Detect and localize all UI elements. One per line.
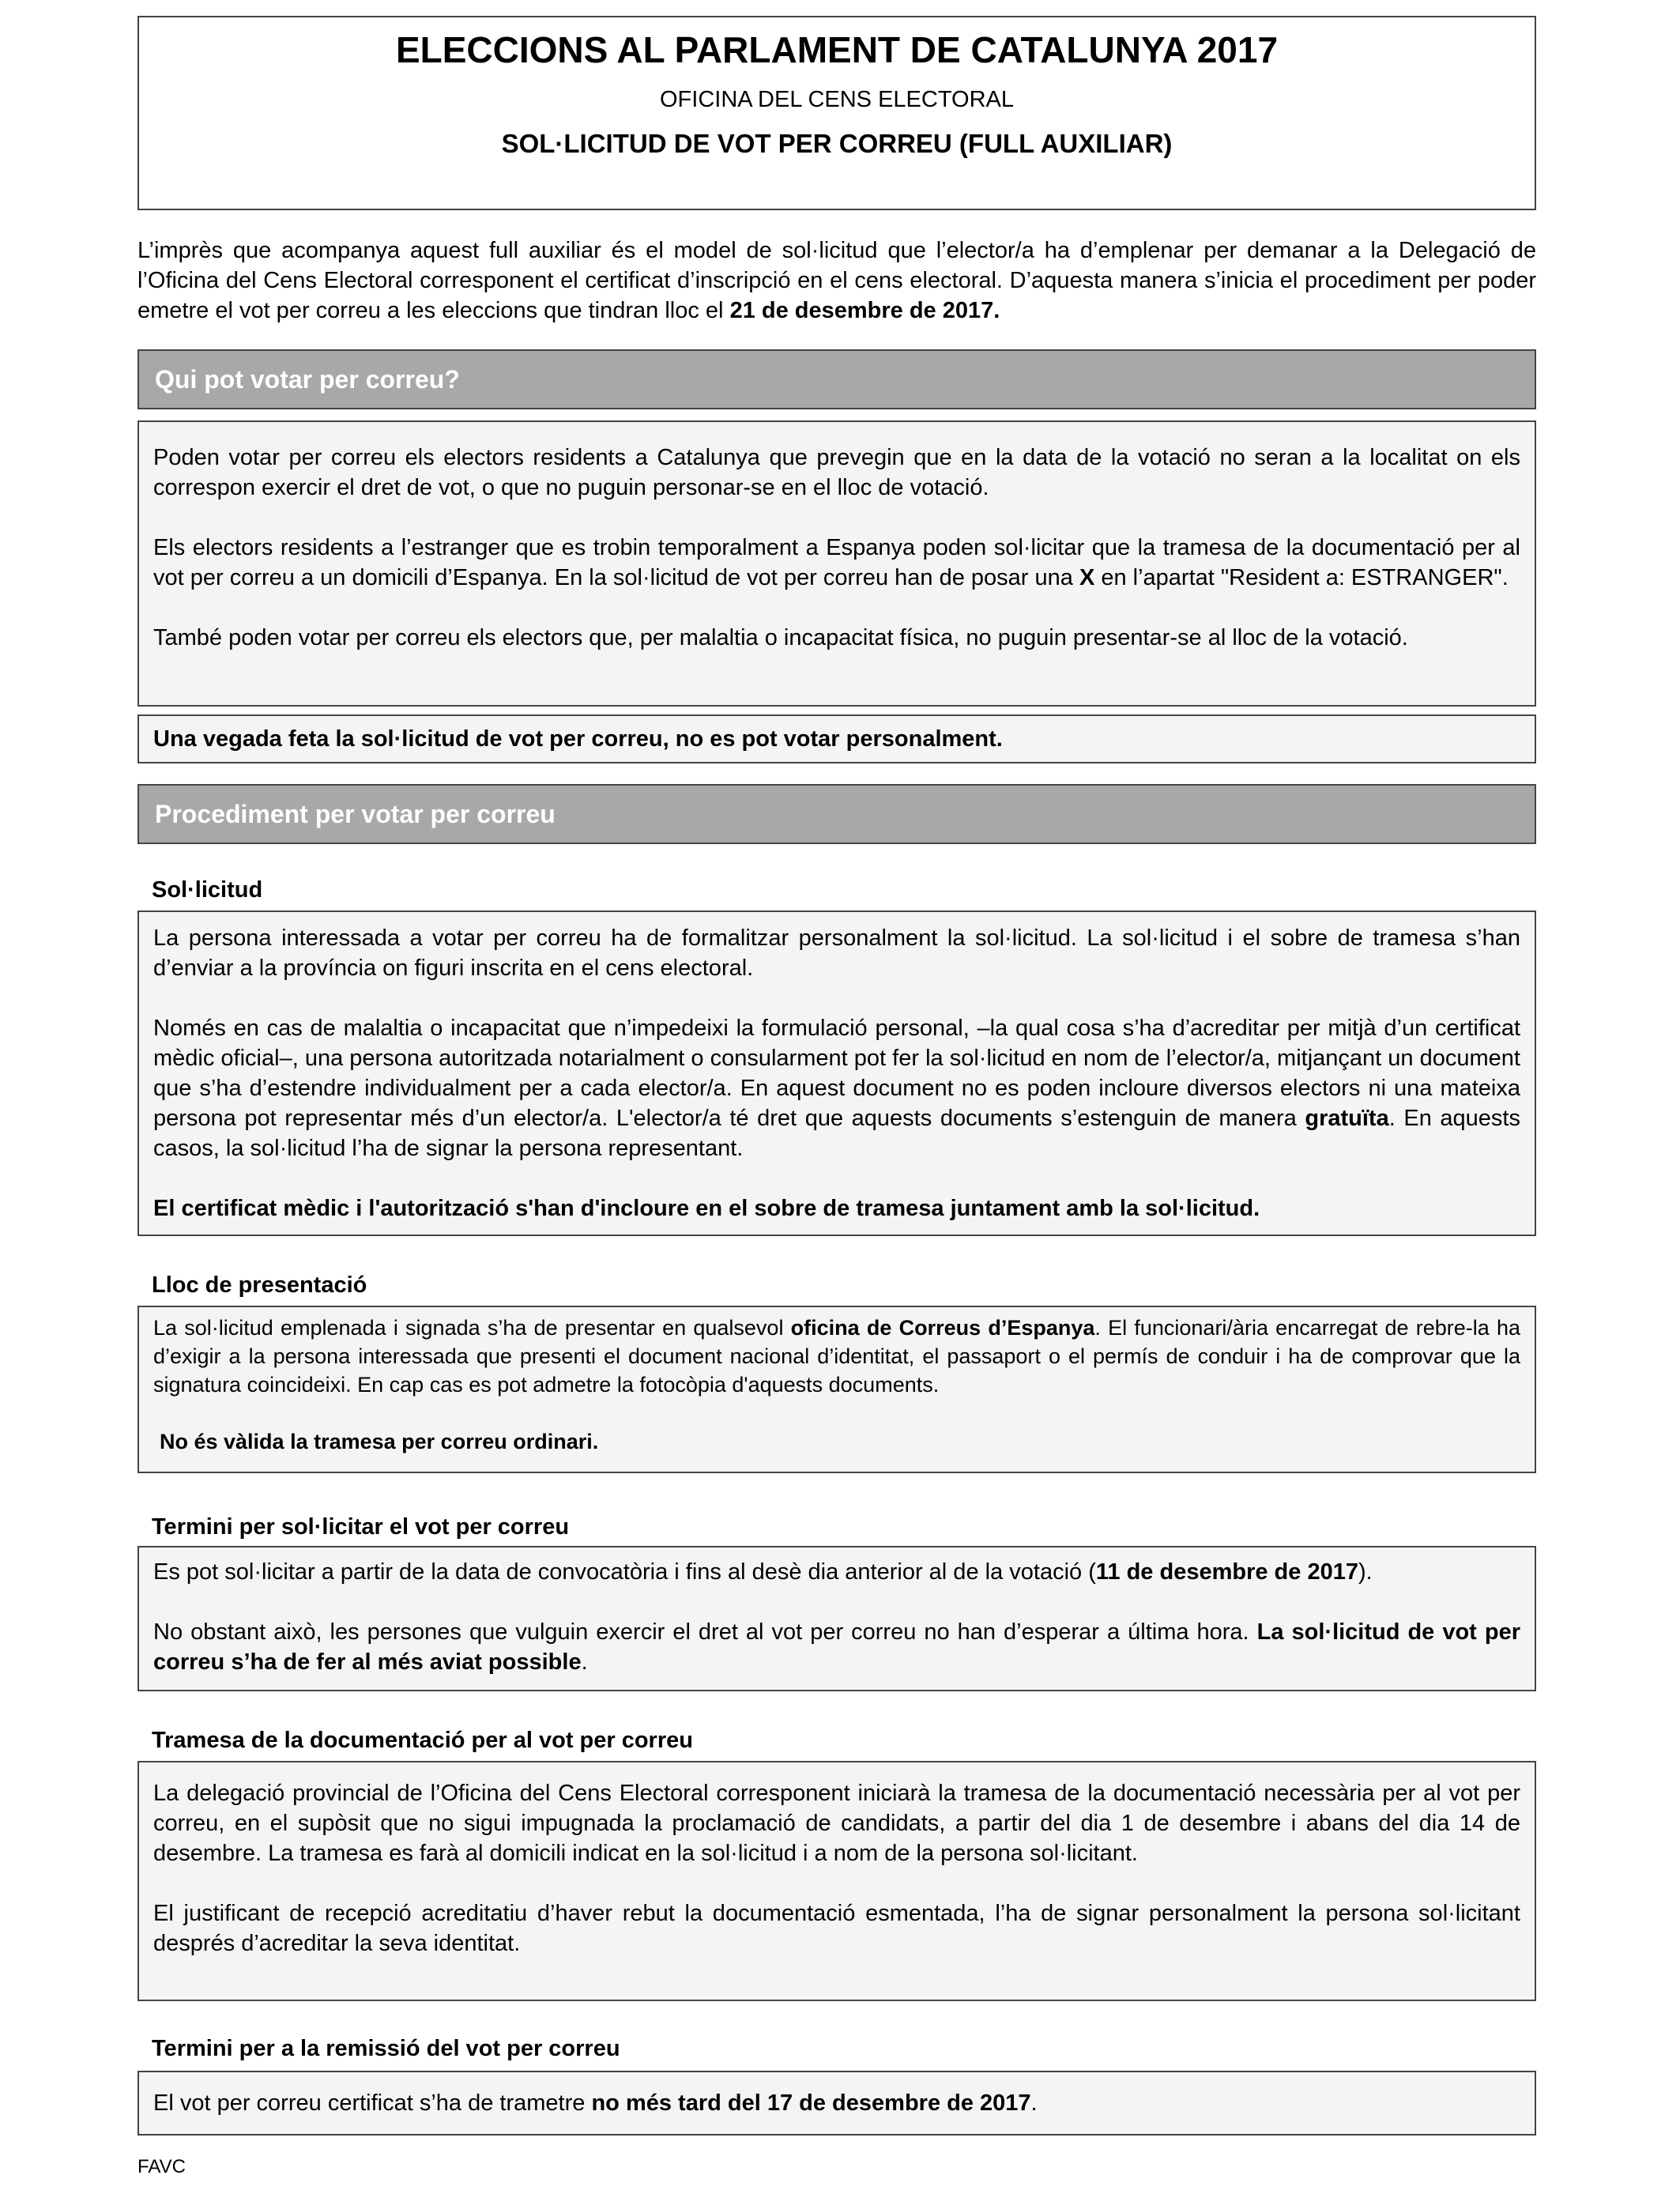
who-paragraph-2: Els electors residents a l’estranger que es trobin temporalment a Espanya poden sol·licitar que la tramesa de la documentació per al vot per correu a un domicili d’Espanya. En la sol·licitud de vot per correu han de posar una X en l’apartat "Resident a: ESTRANGER". [153,535,1520,590]
subheading-shipment: Tramesa de la documentació per al vot per correu [152,1728,693,1753]
subheading-deadline-send: Termini per a la remissió del vot per correu [152,2036,620,2061]
deadline-send-paragraph: El vot per correu certificat s’ha de trametre no més tard del 17 de desembre de 2017. [153,2090,1038,2116]
footer-code: FAVC [137,2156,186,2177]
request-paragraph-2: Només en cas de malaltia o incapacitat que n’impedeixi la formulació personal, –la qual cosa s’ha d’acreditar per mitjà d’un certificat mèdic oficial–, una persona autoritzada notarialment o consularment pot fer la sol·licitud en nom de l’elector/a, mitjançant un document que s’ha d’estendre individualment per a cada elector/a. En aquest document no es poden incloure diversos electors ni una mateixa persona pot representar més d’un elector/a. L'elector/a té dret que aquests documents s’estenguin de manera gratuïta. En aquests casos, la sol·licitud l’ha de signar la persona representant. [153,1016,1520,1161]
subheading-request: Sol·licitud [152,877,263,903]
section-title-procedure: Procediment per votar per correu [155,799,556,828]
form-title: SOL·LICITUD DE VOT PER CORREU (FULL AUXILIAR) [501,129,1173,158]
shipment-paragraph-2: El justificant de recepció acreditatiu d’haver rebut la documentació esmentada, l’ha de signar personalment la persona sol·licitant després d’acreditar la seva identitat. [153,1901,1520,1956]
place-paragraph-1: La sol·licitud emplenada i signada s’ha de presentar en qualsevol oficina de Correus d’Espanya. El funcionari/ària encarregat de rebre-la ha d’exigir a la persona interessada que presenti el document nacional d’identitat, el passaport o el permís de conduir i ha de comprovar que la signatura coincideixi. En cap cas es pot admetre la fotocòpia d'aquests documents. [153,1316,1521,1397]
deadline-request-box [137,1546,1536,1691]
intro-text: L’imprès que acompanya aquest full auxiliar és el model de sol·licitud que l’elector/a ha d’emplenar per demanar a la Delegació de l’Oficina del Cens Electoral corresponent el certificat d’inscripció en el cens electoral. D’aquesta manera s’inicia el procediment per poder emetre el vot per correu a les eleccions que tindran lloc el [137,238,1536,323]
deadline-send-box [137,2071,1536,2136]
request-paragraph-3: El certificat mèdic i l'autorització s'han d'incloure en el sobre de tramesa juntament amb la sol·licitud. [153,1196,1260,1221]
place-box [137,1306,1536,1473]
warning-text: Una vegada feta la sol·licitud de vot per correu, no es pot votar personalment. [153,726,1003,752]
shipment-box [137,1761,1536,2001]
intro-election-date: 21 de desembre de 2017. [729,298,1000,323]
who-can-vote-box [137,420,1536,707]
header-box [137,16,1536,210]
subheading-deadline-request: Termini per sol·licitar el vot per correu [152,1514,570,1540]
deadline-request-paragraph-2: No obstant això, les persones que vulguin exercir el dret al vot per correu no han d’esperar a última hora. La sol·licitud de vot per correu s’ha de fer al més aviat possible. [153,1619,1520,1675]
request-box [137,910,1536,1236]
warning-box [137,714,1536,763]
section-bar-procedure [137,784,1536,844]
who-paragraph-3: També poden votar per correu els electors que, per malaltia o incapacitat física, no puguin presentar-se al lloc de la votació. [153,625,1408,650]
section-bar-who [137,349,1536,409]
place-paragraph-2: No és vàlida la tramesa per correu ordinari. [160,1430,599,1453]
who-paragraph-1: Poden votar per correu els electors residents a Catalunya que prevegin que en la data de la votació no seran a la localitat on els correspon exercir el dret de vot, o que no puguin personar-se en el lloc de votació. [153,445,1520,500]
request-paragraph-1: La persona interessada a votar per correu ha de formalitzar personalment la sol·licitud. La sol·licitud i el sobre de tramesa s’han d’enviar a la província on figuri inscrita en el cens electoral. [153,925,1520,981]
section-title-who: Qui pot votar per correu? [155,364,460,394]
document-title: ELECCIONS AL PARLAMENT DE CATALUNYA 2017 [395,29,1279,70]
shipment-paragraph-1: La delegació provincial de l’Oficina del Cens Electoral corresponent iniciarà la tramesa de la documentació necessària per al vot per correu, en el supòsit que no sigui impugnada la proclamació de candidats, a partir del dia 1 de desembre i abans del dia 14 de desembre. La tramesa es farà al domicili indicat en la sol·licitud i a nom de la persona sol·licitant. [153,1781,1520,1866]
office-name: OFICINA DEL CENS ELECTORAL [659,87,1014,112]
deadline-request-paragraph-1: Es pot sol·licitar a partir de la data de convocatòria i fins al desè dia anterior al de la votació (11 de desembre de 2017). [153,1559,1373,1585]
subheading-place: Lloc de presentació [152,1272,367,1298]
intro-paragraph [137,236,1536,326]
